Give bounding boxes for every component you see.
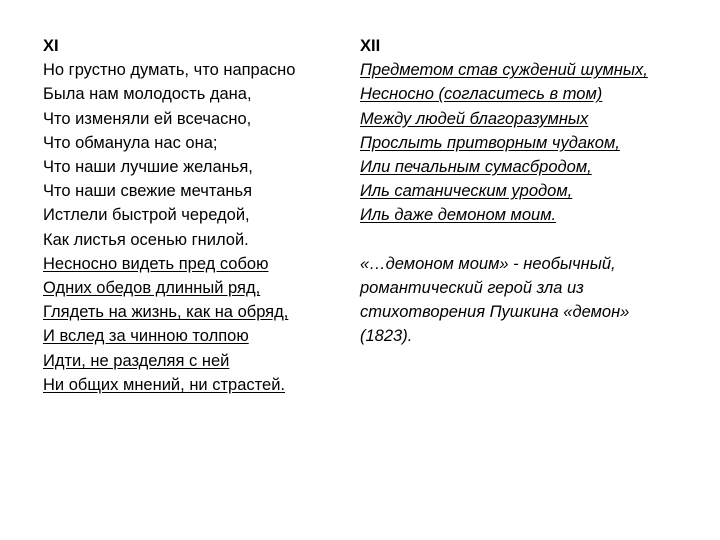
- spacer: [360, 228, 690, 252]
- poem-line-underlined-italic: [360, 155, 690, 179]
- underlined-text: И вслед за чинною толпою: [43, 327, 249, 346]
- poem-line: Но грустно думать, что напрасно: [43, 61, 296, 80]
- poem-line-underlined-italic: [360, 131, 690, 155]
- poem-line-underlined: [43, 252, 343, 276]
- poem-line-underlined-italic: [360, 179, 690, 203]
- underlined-text: Глядеть на жизнь, как на обряд,: [43, 303, 289, 322]
- poem-line-underlined: [43, 373, 343, 397]
- footnote-line: (1823).: [360, 327, 413, 346]
- footnote-line: «…демоном моим» - необычный,: [360, 254, 616, 273]
- poem-line-underlined-italic: [360, 107, 690, 131]
- underlined-text: Несносно видеть пред собою: [43, 254, 269, 273]
- stanza-xi: [43, 34, 343, 397]
- poem-line: Что наши свежие мечтанья: [43, 182, 253, 201]
- footnote-line: стихотворения Пушкина «демон»: [360, 303, 630, 322]
- underlined-italic-text: Предметом став суждений шумных,: [360, 61, 648, 80]
- stanza-xii-heading: XII: [360, 37, 381, 55]
- underlined-italic-text: Несносно (согласитесь в том): [360, 85, 603, 104]
- poem-line-underlined-italic: [360, 82, 690, 106]
- poem-line: Как листья осенью гнилой.: [43, 230, 249, 249]
- underlined-text: Одних обедов длинный ряд,: [43, 279, 261, 298]
- stanza-xii: [360, 34, 690, 349]
- stanza-xi-heading: XI: [43, 37, 59, 55]
- poem-line: Что наши лучшие желанья,: [43, 158, 253, 177]
- underlined-text: Ни общих мнений, ни страстей.: [43, 375, 285, 394]
- underlined-italic-text: Прослыть притворным чудаком,: [360, 133, 620, 152]
- poem-line-underlined: [43, 300, 343, 324]
- underlined-italic-text: Иль даже демоном моим.: [360, 206, 557, 225]
- underlined-text: Идти, не разделяя с ней: [43, 351, 230, 370]
- poem-line-underlined: [43, 349, 343, 373]
- footnote: [360, 252, 690, 349]
- underlined-italic-text: Или печальным сумасбродом,: [360, 158, 592, 177]
- underlined-italic-text: Иль сатаническим уродом,: [360, 182, 573, 201]
- poem-line-underlined-italic: [360, 58, 690, 82]
- footnote-line: романтический герой зла из: [360, 279, 584, 298]
- poem-line: Что обманула нас она;: [43, 133, 218, 152]
- poem-line-underlined-italic: [360, 203, 690, 227]
- poem-line-underlined: [43, 276, 343, 300]
- poem-line: Была нам молодость дана,: [43, 85, 252, 104]
- poem-line: Истлели быстрой чередой,: [43, 206, 250, 225]
- poem-line-underlined: [43, 324, 343, 348]
- poem-line: Что изменяли ей всечасно,: [43, 109, 252, 128]
- underlined-italic-text: Между людей благоразумных: [360, 109, 589, 128]
